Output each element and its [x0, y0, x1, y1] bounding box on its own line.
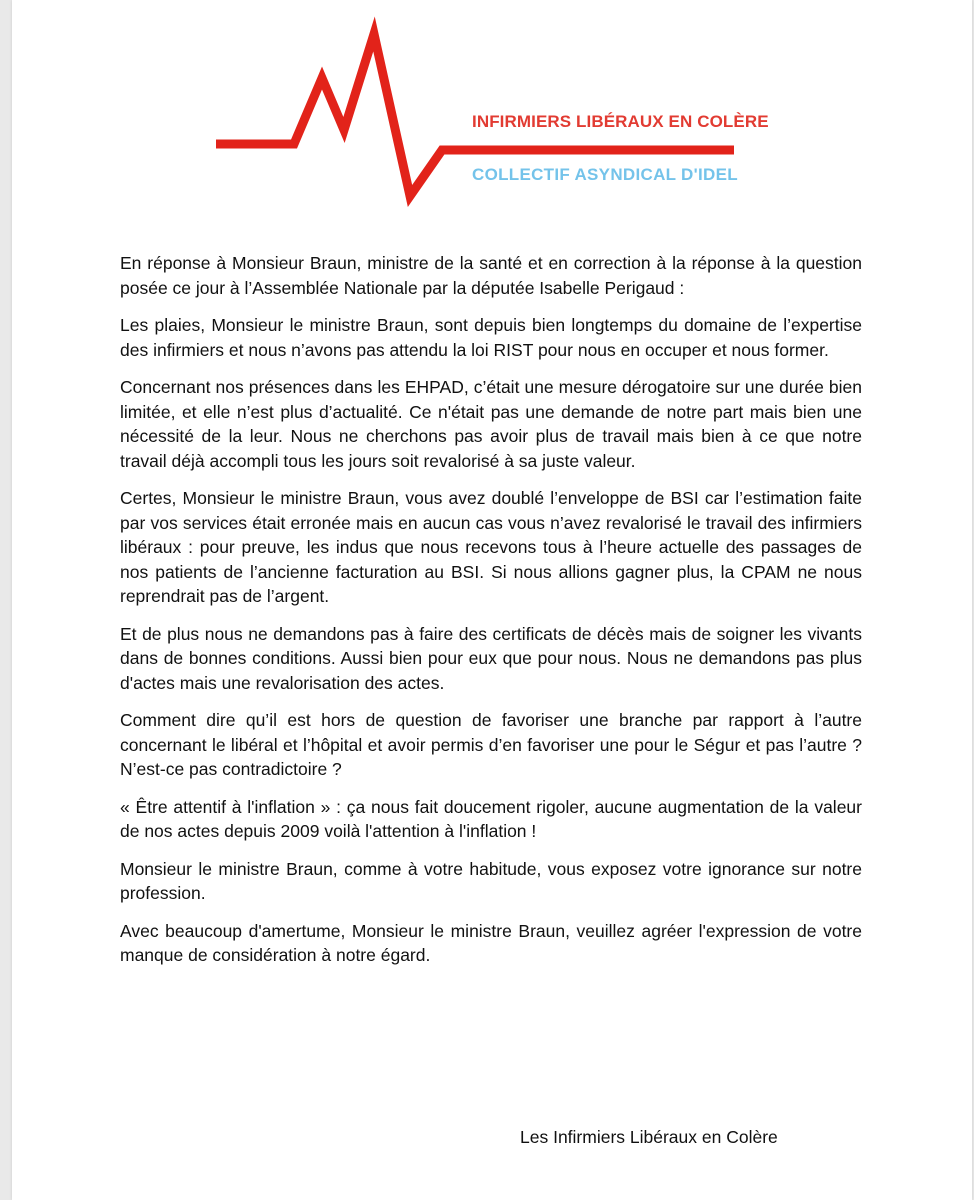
signature: Les Infirmiers Libéraux en Colère: [520, 1127, 778, 1147]
logo-title: INFIRMIERS LIBÉRAUX EN COLÈRE: [472, 112, 769, 131]
logo: [12, 0, 972, 220]
paragraph: Monsieur le ministre Braun, comme à votre habitude, vous exposez votre ignorance sur notre profession.: [120, 858, 862, 903]
paragraph: En réponse à Monsieur Braun, ministre de la santé et en correction à la réponse à la question posée ce jour à l’Assemblée Nationale par la députée Isabelle Perigaud :: [120, 253, 862, 298]
paragraph: Comment dire qu’il est hors de question de favoriser une branche par rapport à l’autre concernant le libéral et l’hôpital et avoir permis d’en favoriser une pour le Ségur et pas l’autre ? N’est-ce pas contradictoire ?: [120, 710, 862, 779]
document-page: [12, 0, 972, 1200]
heartbeat-line-icon: [12, 0, 972, 220]
paragraph: Avec beaucoup d'amertume, Monsieur le ministre Braun, veuillez agréer l'expression de votre manque de considération à notre égard.: [120, 920, 862, 965]
paragraph: Concernant nos présences dans les EHPAD, c’était une mesure dérogatoire sur une durée bien limitée, et elle n’est plus d’actualité. Ce n'était pas une demande de notre part mais bien une nécessité de la leur. Nous ne cherchons pas avoir plus de travail mais bien à ce que notre travail déjà accompli tous les jours soit revalorisé à sa juste valeur.: [120, 377, 862, 471]
paragraph: Les plaies, Monsieur le ministre Braun, sont depuis bien longtemps du domaine de l’expertise des infirmiers et nous n’avons pas attendu la loi RIST pour nous en occuper et nous former.: [120, 315, 862, 360]
paragraph: Et de plus nous ne demandons pas à faire des certificats de décès mais de soigner les vivants dans de bonnes conditions. Aussi bien pour eux que pour nous. Nous ne demandons pas plus d'actes mais une revalorisation des actes.: [120, 623, 862, 693]
logo-subtitle: COLLECTIF ASYNDICAL D'IDEL: [472, 165, 738, 184]
paragraph: Certes, Monsieur le ministre Braun, vous avez doublé l’enveloppe de BSI car l’estimation faite par vos services était erronée mais en aucun cas vous n’avez revalorisé le travail des infirmiers libéraux : pour preuve, les indus que nous recevons tous à l’heure actuelle des passages de nos patients de l’ancienne facturation au BSI. Si nous allions gagner plus, la CPAM ne nous reprendrait pas de l’argent.: [120, 488, 862, 606]
letter-body: [120, 251, 862, 981]
paragraph: « Être attentif à l'inflation » : ça nous fait doucement rigoler, aucune augmentation de la valeur de nos actes depuis 2009 voilà l'attention à l'inflation !: [120, 796, 862, 841]
